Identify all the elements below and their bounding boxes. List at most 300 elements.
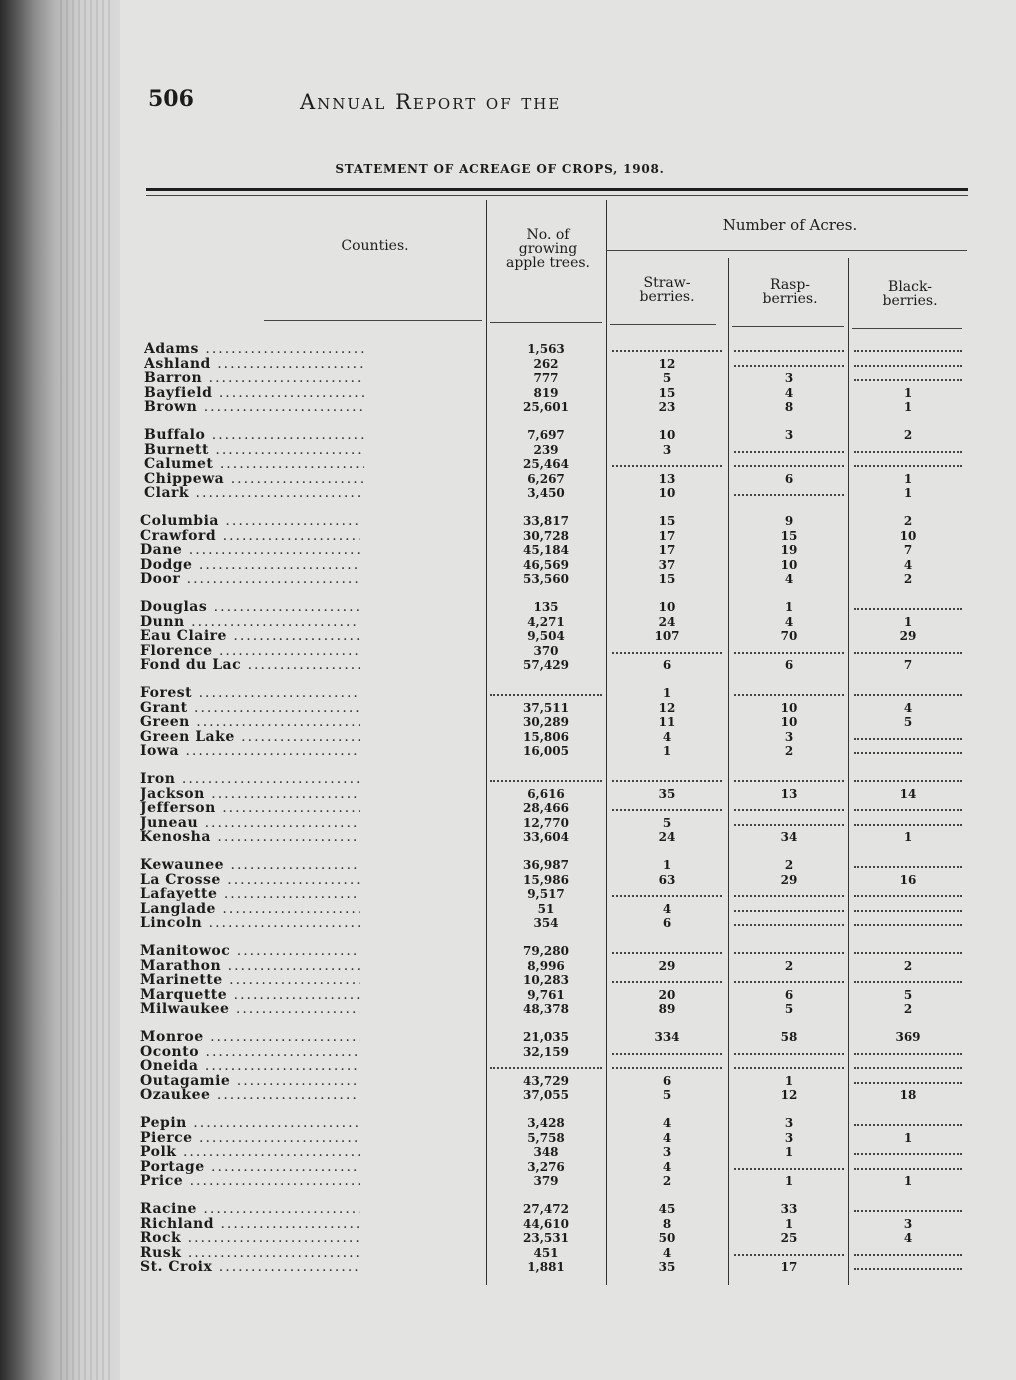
black-value: 1 <box>903 471 913 486</box>
rasp-value: 12 <box>780 1088 798 1103</box>
empty-cell-leader <box>854 459 962 467</box>
black-value: 1 <box>903 400 913 415</box>
black-value: 1 <box>903 830 913 845</box>
rasp-value: 10 <box>780 557 798 572</box>
empty-cell-leader <box>734 975 844 983</box>
empty-cell-leader <box>612 646 722 654</box>
trees-value: 239 <box>533 442 559 457</box>
black-value: 29 <box>899 629 917 644</box>
table-row <box>0 1074 1016 1088</box>
straw-value: 20 <box>658 987 676 1002</box>
black-value: 7 <box>903 543 913 558</box>
empty-cell-leader <box>854 1162 962 1170</box>
county-name: Burnett ..... <box>144 443 364 457</box>
straw-value: 4 <box>662 1116 672 1130</box>
rasp-value: 2 <box>784 744 794 759</box>
rasp-value: 1 <box>784 1073 794 1088</box>
county-name: Forest ..... <box>140 686 360 700</box>
table-row <box>0 988 1016 1002</box>
straw-value: 4 <box>662 1245 672 1260</box>
straw-value: 23 <box>658 400 676 415</box>
county-name: Pierce ..... <box>140 1131 360 1145</box>
empty-cell-leader <box>854 688 962 696</box>
table-row <box>0 629 1016 643</box>
empty-cell-leader <box>612 975 722 983</box>
empty-cell-leader <box>734 774 844 782</box>
rasp-value: 33 <box>780 1202 798 1216</box>
table-row <box>0 916 1016 930</box>
table-row <box>0 1231 1016 1245</box>
trees-value: 9,517 <box>527 887 565 902</box>
empty-cell-leader <box>854 1061 962 1069</box>
table-title: STATEMENT OF ACREAGE OF CROPS, 1908. <box>335 162 665 176</box>
header-underline-straw <box>610 324 716 325</box>
county-name: Columbia ..... <box>140 514 360 528</box>
empty-cell-leader <box>854 860 962 868</box>
county-name: Kenosha ..... <box>140 830 360 844</box>
trees-value: 9,504 <box>527 629 565 644</box>
rasp-value: 6 <box>784 987 794 1002</box>
county-name: Barron ..... <box>144 371 364 385</box>
black-value: 369 <box>895 1030 921 1044</box>
straw-value: 3 <box>662 1145 672 1160</box>
table-row <box>0 973 1016 987</box>
empty-cell-leader <box>854 445 962 453</box>
rasp-value: 1 <box>784 1216 794 1231</box>
trees-value: 451 <box>533 1245 559 1260</box>
county-name: Polk ..... <box>140 1145 360 1159</box>
straw-value: 4 <box>662 1159 672 1174</box>
black-value: 1 <box>903 486 913 501</box>
table-row <box>0 558 1016 572</box>
empty-cell-leader <box>854 1147 962 1155</box>
trees-value: 44,610 <box>523 1216 569 1231</box>
table-row <box>0 644 1016 658</box>
rasp-value: 15 <box>780 528 798 543</box>
county-name: Fond du Lac ..... <box>140 658 360 672</box>
straw-value: 5 <box>662 371 672 386</box>
table-row <box>0 357 1016 371</box>
empty-cell-leader <box>490 1061 602 1069</box>
county-name: La Crosse ..... <box>140 873 360 887</box>
county-name: Rock ..... <box>140 1231 360 1245</box>
county-name: Juneau ..... <box>140 816 360 830</box>
trees-value: 36,987 <box>523 858 569 872</box>
straw-value: 4 <box>662 901 672 916</box>
trees-value: 135 <box>533 600 559 614</box>
straw-value: 17 <box>658 543 676 558</box>
black-value: 2 <box>903 958 913 973</box>
empty-cell-leader <box>612 1047 722 1055</box>
empty-cell-leader <box>734 344 844 352</box>
table-row <box>0 830 1016 844</box>
county-name: Crawford ..... <box>140 529 360 543</box>
trees-value: 27,472 <box>523 1202 569 1216</box>
rasp-value: 6 <box>784 658 794 673</box>
rasp-value: 10 <box>780 715 798 730</box>
black-value: 4 <box>903 557 913 572</box>
table-top-rule-thin <box>146 195 968 196</box>
straw-value: 10 <box>658 600 676 614</box>
empty-cell-leader <box>854 646 962 654</box>
empty-cell-leader <box>612 889 722 897</box>
county-name: Rusk ..... <box>140 1246 360 1260</box>
straw-value: 24 <box>658 614 676 629</box>
trees-value: 379 <box>533 1174 559 1189</box>
black-value: 7 <box>903 658 913 673</box>
empty-cell-leader <box>854 975 962 983</box>
straw-value: 2 <box>662 1174 672 1189</box>
black-value: 4 <box>903 1231 913 1246</box>
table-row <box>0 1002 1016 1016</box>
empty-cell-leader <box>734 459 844 467</box>
table-row <box>0 514 1016 528</box>
rasp-value: 3 <box>784 1116 794 1130</box>
rasp-value: 9 <box>784 514 794 528</box>
empty-cell-leader <box>734 803 844 811</box>
trees-value: 37,511 <box>523 700 569 715</box>
black-value: 1 <box>903 1174 913 1189</box>
black-value: 2 <box>903 514 913 528</box>
rasp-value: 19 <box>780 543 798 558</box>
straw-value: 15 <box>658 514 676 528</box>
empty-cell-leader <box>854 373 962 381</box>
table-row <box>0 457 1016 471</box>
black-value: 18 <box>899 1088 917 1103</box>
black-value: 16 <box>899 872 917 887</box>
trees-value: 6,616 <box>527 786 565 801</box>
table-row <box>0 730 1016 744</box>
empty-cell-leader <box>734 1248 844 1256</box>
table-row <box>0 944 1016 958</box>
county-name: Lincoln ..... <box>140 916 360 930</box>
straw-value: 45 <box>658 1202 676 1216</box>
empty-cell-leader <box>854 946 962 954</box>
trees-value: 12,770 <box>523 815 569 830</box>
straw-value: 1 <box>662 686 672 700</box>
county-name: Marquette ..... <box>140 988 360 1002</box>
county-name: Grant ..... <box>140 701 360 715</box>
county-name: Door ..... <box>140 572 360 586</box>
empty-cell-leader <box>734 1061 844 1069</box>
county-name: Marathon ..... <box>140 959 360 973</box>
trees-value: 5,758 <box>527 1130 565 1145</box>
table-row <box>0 386 1016 400</box>
table-row <box>0 858 1016 872</box>
table-row <box>0 443 1016 457</box>
table-row <box>0 1045 1016 1059</box>
trees-value: 23,531 <box>523 1231 569 1246</box>
empty-cell-leader <box>854 746 962 754</box>
empty-cell-leader <box>854 818 962 826</box>
empty-cell-leader <box>854 1118 962 1126</box>
rasp-value: 2 <box>784 958 794 973</box>
rasp-value: 17 <box>780 1260 798 1275</box>
county-name: Richland ..... <box>140 1217 360 1231</box>
empty-cell-leader <box>854 774 962 782</box>
trees-value: 262 <box>533 356 559 371</box>
running-head: Annual Report of the <box>300 90 562 114</box>
table-row <box>0 887 1016 901</box>
straw-value: 3 <box>662 442 672 457</box>
straw-value: 11 <box>658 715 676 730</box>
empty-cell-leader <box>612 946 722 954</box>
rasp-value: 10 <box>780 700 798 715</box>
straw-value: 63 <box>658 872 676 887</box>
rasp-value: 4 <box>784 614 794 629</box>
table-row <box>0 400 1016 414</box>
rasp-value: 2 <box>784 858 794 872</box>
rasp-value: 3 <box>784 1130 794 1145</box>
table-row <box>0 572 1016 586</box>
county-name: Portage ..... <box>140 1160 360 1174</box>
straw-value: 334 <box>654 1030 680 1044</box>
table-row <box>0 801 1016 815</box>
black-value: 4 <box>903 700 913 715</box>
table-row <box>0 686 1016 700</box>
county-name: Langlade ..... <box>140 902 360 916</box>
straw-value: 1 <box>662 744 672 759</box>
straw-value: 10 <box>658 428 676 442</box>
empty-cell-leader <box>854 904 962 912</box>
black-value: 2 <box>903 1002 913 1017</box>
empty-cell-leader <box>490 688 602 696</box>
table-row <box>0 787 1016 801</box>
table-row <box>0 428 1016 442</box>
header-underline-rasp <box>732 326 844 327</box>
table-row <box>0 1116 1016 1130</box>
black-value: 2 <box>903 428 913 442</box>
county-name: Iowa ..... <box>140 744 360 758</box>
county-name: Calumet ..... <box>144 457 364 471</box>
county-name: Bayfield ..... <box>144 386 364 400</box>
rasp-value: 3 <box>784 729 794 744</box>
trees-value: 6,267 <box>527 471 565 486</box>
table-row <box>0 1088 1016 1102</box>
county-name: Florence ..... <box>140 644 360 658</box>
trees-value: 53,560 <box>523 572 569 587</box>
table-row <box>0 902 1016 916</box>
table-row <box>0 1145 1016 1159</box>
county-name: Dodge ..... <box>140 558 360 572</box>
straw-value: 6 <box>662 916 672 931</box>
straw-value: 107 <box>654 629 680 644</box>
county-name: Brown ..... <box>144 400 364 414</box>
empty-cell-leader <box>854 732 962 740</box>
rasp-value: 29 <box>780 872 798 887</box>
straw-value: 8 <box>662 1216 672 1231</box>
trees-value: 51 <box>537 901 555 916</box>
trees-value: 15,806 <box>523 729 569 744</box>
trees-value: 777 <box>533 371 559 386</box>
straw-value: 50 <box>658 1231 676 1246</box>
trees-value: 43,729 <box>523 1073 569 1088</box>
trees-value: 8,996 <box>527 958 565 973</box>
straw-value: 15 <box>658 385 676 400</box>
table-row <box>0 1217 1016 1231</box>
trees-value: 4,271 <box>527 614 565 629</box>
empty-cell-leader <box>854 1047 962 1055</box>
empty-cell-leader <box>734 946 844 954</box>
rasp-value: 1 <box>784 1145 794 1160</box>
county-name: Green ..... <box>140 715 360 729</box>
empty-cell-leader <box>612 344 722 352</box>
empty-cell-leader <box>734 646 844 654</box>
trees-value: 28,466 <box>523 801 569 816</box>
table-row <box>0 658 1016 672</box>
county-name: Oconto ..... <box>140 1045 360 1059</box>
county-name: Dane ..... <box>140 543 360 557</box>
straw-value: 29 <box>658 958 676 973</box>
black-value: 1 <box>903 385 913 400</box>
page-number: 506 <box>148 86 194 112</box>
empty-cell-leader <box>854 1076 962 1084</box>
empty-cell-leader <box>854 803 962 811</box>
empty-cell-leader <box>734 445 844 453</box>
header-apple-trees: No. of growing apple trees. <box>505 227 590 271</box>
table-row <box>0 371 1016 385</box>
empty-cell-leader <box>734 488 844 496</box>
rasp-value: 1 <box>784 600 794 614</box>
trees-value: 1,881 <box>527 1260 565 1275</box>
trees-value: 16,005 <box>523 744 569 759</box>
trees-value: 21,035 <box>523 1030 569 1044</box>
black-value: 3 <box>903 1216 913 1231</box>
table-row <box>0 1030 1016 1044</box>
rasp-value: 25 <box>780 1231 798 1246</box>
table-row <box>0 1131 1016 1145</box>
straw-value: 37 <box>658 557 676 572</box>
county-name: Iron ..... <box>140 772 360 786</box>
straw-value: 4 <box>662 729 672 744</box>
straw-value: 4 <box>662 1130 672 1145</box>
acres-header-rule <box>607 250 967 251</box>
table-row <box>0 529 1016 543</box>
county-name: Chippewa ..... <box>144 472 364 486</box>
empty-cell-leader <box>854 344 962 352</box>
county-name: Outagamie ..... <box>140 1074 360 1088</box>
rasp-value: 6 <box>784 471 794 486</box>
black-value: 1 <box>903 1130 913 1145</box>
county-name: Clark ..... <box>144 486 364 500</box>
straw-value: 6 <box>662 658 672 673</box>
straw-value: 12 <box>658 700 676 715</box>
trees-value: 15,986 <box>523 872 569 887</box>
trees-value: 30,289 <box>523 715 569 730</box>
table-row <box>0 1160 1016 1174</box>
empty-cell-leader <box>612 1061 722 1069</box>
black-value: 2 <box>903 572 913 587</box>
rasp-value: 58 <box>780 1030 798 1044</box>
table-row <box>0 701 1016 715</box>
county-name: Pepin ..... <box>140 1116 360 1130</box>
trees-value: 348 <box>533 1145 559 1160</box>
county-name: Green Lake ..... <box>140 730 360 744</box>
trees-value: 33,604 <box>523 830 569 845</box>
county-name: Ashland ..... <box>144 357 364 371</box>
empty-cell-leader <box>612 459 722 467</box>
trees-value: 1,563 <box>527 342 565 356</box>
county-name: Racine ..... <box>140 1202 360 1216</box>
table-row <box>0 1059 1016 1073</box>
table-row <box>0 1260 1016 1274</box>
empty-cell-leader <box>854 1204 962 1212</box>
straw-value: 13 <box>658 471 676 486</box>
table-row <box>0 1174 1016 1188</box>
county-name: Buffalo ..... <box>144 428 364 442</box>
county-name: Ozaukee ..... <box>140 1088 360 1102</box>
trees-value: 25,601 <box>523 400 569 415</box>
empty-cell-leader <box>734 818 844 826</box>
rasp-value: 5 <box>784 1002 794 1017</box>
empty-cell-leader <box>734 889 844 897</box>
table-row <box>0 715 1016 729</box>
rasp-value: 4 <box>784 385 794 400</box>
trees-value: 3,428 <box>527 1116 565 1130</box>
header-number-of-acres: Number of Acres. <box>722 216 858 234</box>
empty-cell-leader <box>734 359 844 367</box>
straw-value: 1 <box>662 858 672 872</box>
straw-value: 15 <box>658 572 676 587</box>
county-name: Douglas ..... <box>140 600 360 614</box>
trees-value: 30,728 <box>523 528 569 543</box>
trees-value: 370 <box>533 643 559 658</box>
straw-value: 10 <box>658 486 676 501</box>
empty-cell-leader <box>612 774 722 782</box>
county-name: Manitowoc ..... <box>140 944 360 958</box>
empty-cell-leader <box>854 359 962 367</box>
table-row <box>0 543 1016 557</box>
table-row <box>0 873 1016 887</box>
county-name: Kewaunee ..... <box>140 858 360 872</box>
header-counties: Counties. <box>341 238 409 254</box>
empty-cell-leader <box>612 803 722 811</box>
table-row <box>0 1246 1016 1260</box>
black-value: 14 <box>899 786 917 801</box>
trees-value: 37,055 <box>523 1088 569 1103</box>
empty-cell-leader <box>734 688 844 696</box>
straw-value: 89 <box>658 1002 676 1017</box>
header-blackberries: Black-berries. <box>882 279 938 309</box>
trees-value: 33,817 <box>523 514 569 528</box>
rasp-value: 34 <box>780 830 798 845</box>
rasp-value: 4 <box>784 572 794 587</box>
trees-value: 10,283 <box>523 973 569 988</box>
empty-cell-leader <box>854 918 962 926</box>
table-row <box>0 959 1016 973</box>
empty-cell-leader <box>854 889 962 897</box>
table-row <box>0 472 1016 486</box>
county-name: Adams ..... <box>144 342 364 356</box>
rasp-value: 3 <box>784 371 794 386</box>
straw-value: 12 <box>658 356 676 371</box>
trees-value: 32,159 <box>523 1044 569 1059</box>
trees-value: 46,569 <box>523 557 569 572</box>
county-name: Eau Claire ..... <box>140 629 360 643</box>
straw-value: 35 <box>658 1260 676 1275</box>
county-name: Oneida ..... <box>140 1059 360 1073</box>
trees-value: 3,276 <box>527 1159 565 1174</box>
empty-cell-leader <box>854 1248 962 1256</box>
trees-value: 45,184 <box>523 543 569 558</box>
county-name: Milwaukee ..... <box>140 1002 360 1016</box>
trees-value: 25,464 <box>523 457 569 472</box>
trees-value: 9,761 <box>527 987 565 1002</box>
straw-value: 24 <box>658 830 676 845</box>
county-name: St. Croix ..... <box>140 1260 360 1274</box>
table-row <box>0 342 1016 356</box>
empty-cell-leader <box>734 918 844 926</box>
